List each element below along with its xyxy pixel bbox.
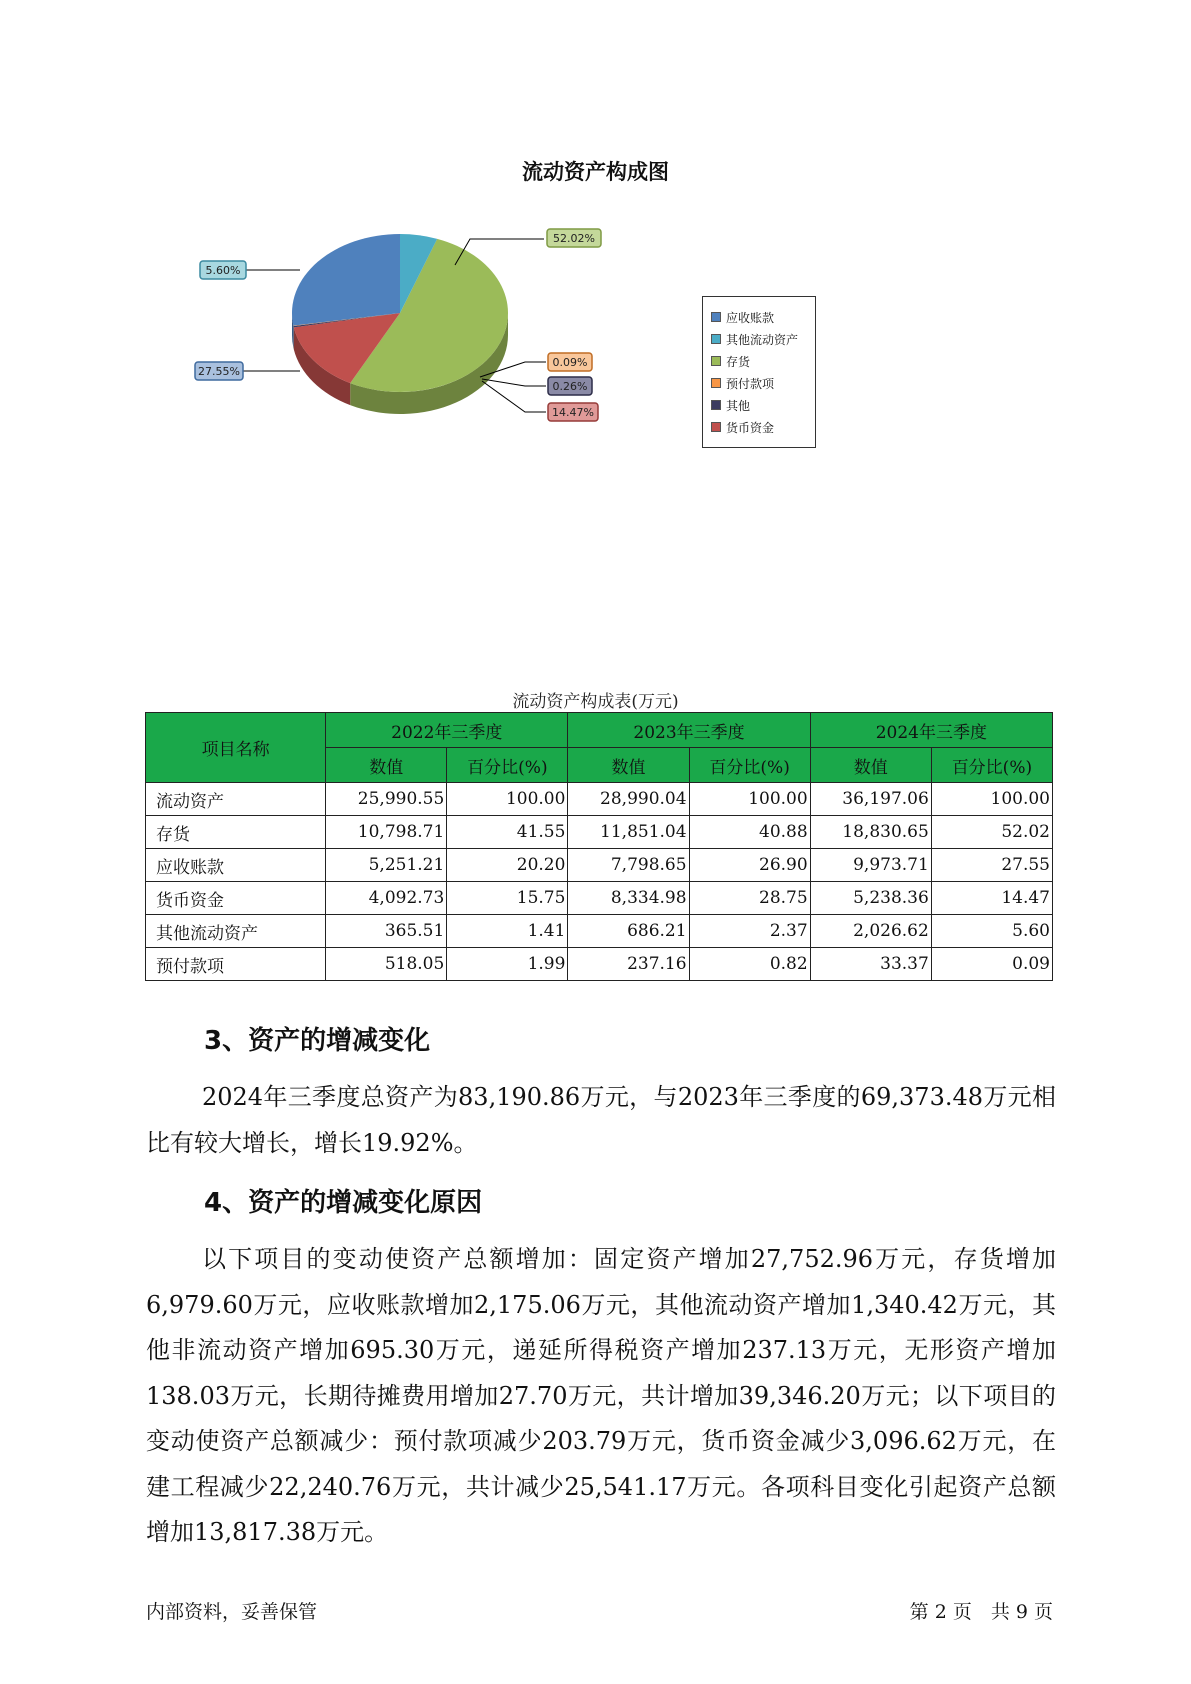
chart-title: 流动资产构成图: [522, 160, 669, 184]
header-value: 数值: [810, 748, 931, 783]
row-value: 33.37: [810, 948, 931, 981]
row-percent: 100.00: [931, 783, 1052, 816]
row-value: 10,798.71: [326, 816, 447, 849]
row-percent: 100.00: [689, 783, 810, 816]
table-row: [146, 948, 1053, 981]
header-year: 2022年三季度: [326, 713, 568, 748]
pie-label-text: 14.47%: [552, 406, 594, 419]
row-value: 18,830.65: [810, 816, 931, 849]
current-assets-table: [145, 712, 1053, 981]
legend-label: 存货: [726, 354, 751, 369]
row-percent: 52.02: [931, 816, 1052, 849]
row-value: 518.05: [326, 948, 447, 981]
row-percent: 20.20: [447, 849, 568, 882]
header-item-name: 项目名称: [146, 713, 326, 783]
row-value: 9,973.71: [810, 849, 931, 882]
legend-swatch: [711, 356, 721, 366]
legend-item-prepaid: [711, 373, 774, 393]
row-value: 7,798.65: [568, 849, 689, 882]
header-percent: 百分比(%): [931, 748, 1052, 783]
row-item-name: 其他流动资产: [146, 915, 326, 948]
row-percent: 14.47: [931, 882, 1052, 915]
table-row: [146, 816, 1053, 849]
table-header-row: [146, 713, 1053, 748]
row-value: 365.51: [326, 915, 447, 948]
pie-data-label: [195, 362, 243, 380]
pie-slice-应收账款: [292, 234, 400, 326]
leader-line: [482, 379, 546, 386]
row-percent: 5.60: [931, 915, 1052, 948]
pie-data-label: [548, 353, 592, 371]
section-3-heading: 3、资产的增减变化: [204, 1026, 431, 1056]
row-value: 2,026.62: [810, 915, 931, 948]
pie-label-text: 5.60%: [205, 264, 241, 277]
row-percent: 27.55: [931, 849, 1052, 882]
header-value: 数值: [568, 748, 689, 783]
row-value: 686.21: [568, 915, 689, 948]
pie-data-label: [548, 377, 592, 395]
chart-legend: [702, 296, 816, 448]
row-item-name: 应收账款: [146, 849, 326, 882]
row-value: 237.16: [568, 948, 689, 981]
row-percent: 28.75: [689, 882, 810, 915]
row-percent: 1.99: [447, 948, 568, 981]
row-item-name: 预付款项: [146, 948, 326, 981]
legend-label: 应收账款: [726, 310, 775, 325]
legend-swatch: [711, 400, 721, 410]
legend-item-inventory: [711, 351, 750, 371]
pie-data-label: [547, 229, 601, 247]
pie-label-text: 27.55%: [198, 365, 240, 378]
section-4-heading: 4、资产的增减变化原因: [204, 1188, 483, 1218]
row-item-name: 货币资金: [146, 882, 326, 915]
legend-label: 其他流动资产: [726, 332, 799, 347]
row-item-name: 存货: [146, 816, 326, 849]
row-value: 25,990.55: [326, 783, 447, 816]
legend-swatch: [711, 378, 721, 388]
row-value: 8,334.98: [568, 882, 689, 915]
pie-label-text: 0.09%: [552, 356, 588, 369]
pie-data-label: [200, 261, 246, 279]
row-percent: 0.09: [931, 948, 1052, 981]
pie-label-text: 0.26%: [552, 380, 588, 393]
table-body: [146, 783, 1053, 981]
legend-item-other: [711, 395, 750, 415]
footer-left: 内部资料，妥善保管: [146, 1601, 318, 1623]
row-value: 5,238.36: [810, 882, 931, 915]
legend-label: 其他: [726, 398, 751, 413]
section-4-paragraph: 以下项目的变动使资产总额增加：固定资产增加27,752.96万元，存货增加6,979.60万元，应收账款增加2,175.06万元，其他流动资产增加1,340.42万元，其他非流动资产增加695.30万元，递延所得税资产增加237.13万元，无形资产增加138.03万元，长期待摊费用增加27.70万元，共计增加39,346.20万元；以下项目的变动使资产总额减少：预付款项减少203.79万元，货币资金减少3,096.62万元，在建工程减少22,240.76万元，共计减少25,541.17万元。各项科目变化引起资产总额增加13,817.38万元。: [146, 1245, 1056, 1546]
table-row: [146, 915, 1053, 948]
legend-swatch: [711, 312, 721, 322]
header-percent: 百分比(%): [447, 748, 568, 783]
header-year: 2024年三季度: [810, 713, 1052, 748]
row-percent: 0.82: [689, 948, 810, 981]
row-value: 28,990.04: [568, 783, 689, 816]
pie-chart: [190, 225, 690, 460]
pie-label-text: 52.02%: [553, 232, 595, 245]
table-row: [146, 882, 1053, 915]
legend-swatch: [711, 422, 721, 432]
row-percent: 15.75: [447, 882, 568, 915]
row-percent: 2.37: [689, 915, 810, 948]
table-row: [146, 849, 1053, 882]
legend-label: 预付款项: [726, 376, 775, 391]
legend-item-cash: [711, 417, 774, 437]
legend-swatch: [711, 334, 721, 344]
header-year: 2023年三季度: [568, 713, 810, 748]
header-percent: 百分比(%): [689, 748, 810, 783]
legend-label: 货币资金: [726, 420, 775, 435]
footer-page-number: 第 2 页 共 9 页: [909, 1601, 1053, 1623]
row-value: 4,092.73: [326, 882, 447, 915]
row-percent: 1.41: [447, 915, 568, 948]
row-percent: 100.00: [447, 783, 568, 816]
legend-item-receivable: [711, 307, 774, 327]
row-item-name: 流动资产: [146, 783, 326, 816]
table-row: [146, 783, 1053, 816]
row-value: 36,197.06: [810, 783, 931, 816]
pie-data-label: [548, 403, 598, 421]
row-percent: 41.55: [447, 816, 568, 849]
row-percent: 26.90: [689, 849, 810, 882]
row-value: 5,251.21: [326, 849, 447, 882]
header-value: 数值: [326, 748, 447, 783]
table-caption: 流动资产构成表(万元): [512, 692, 679, 712]
section-3-paragraph: 2024年三季度总资产为83,190.86万元，与2023年三季度的69,373.48万元相比有较大增长，增长19.92%。: [146, 1083, 1056, 1157]
pie-slices: [292, 234, 508, 392]
row-percent: 40.88: [689, 816, 810, 849]
row-value: 11,851.04: [568, 816, 689, 849]
legend-item-other-current: [711, 329, 798, 349]
